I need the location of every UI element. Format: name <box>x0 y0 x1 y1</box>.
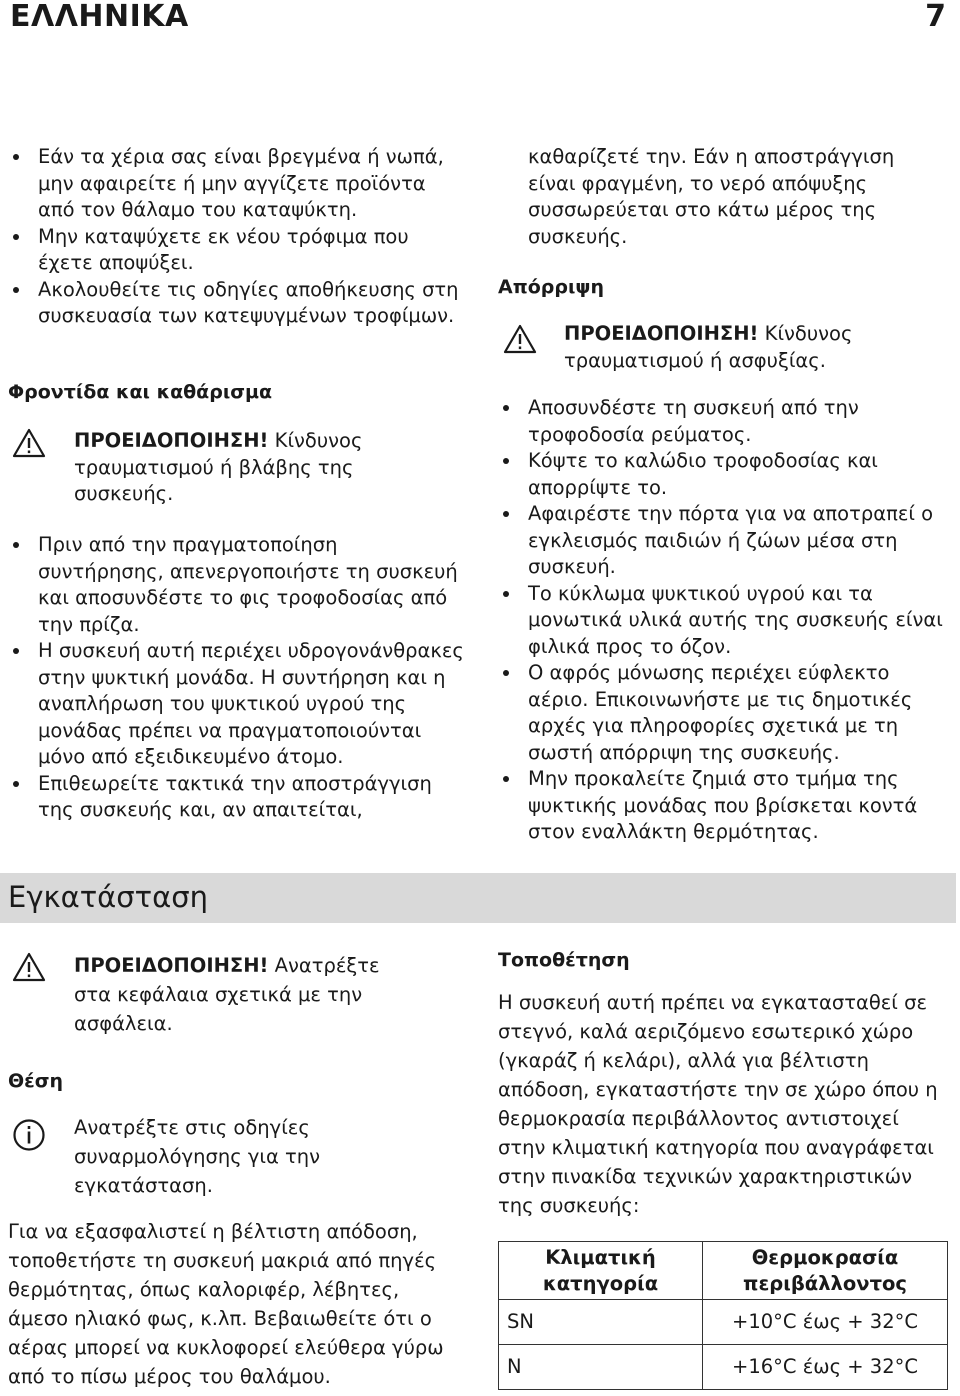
table-row <box>499 1345 948 1390</box>
list-item: Κόψτε το καλώδιο τροφοδοσίας και απορρίψτε το. <box>500 448 950 501</box>
disposal-warning <box>564 321 904 374</box>
list-item: Ο αφρός μόνωσης περιέχει εύφλεκτο αέριο. Επικοινωνήστε με τις δημοτικές αρχές για πληροφορίες σχετικά με τη σωστή απόρριψη της συσκευής. <box>500 660 950 766</box>
header-language: ΕΛΛΗΝΙΚΑ <box>10 0 189 34</box>
header-text: Θερμοκρασία <box>751 1245 899 1269</box>
header-text: περιβάλλοντος <box>743 1271 907 1295</box>
column-header <box>703 1242 948 1300</box>
warning-icon <box>12 428 46 466</box>
table-cell-class: SN <box>499 1300 703 1345</box>
list-item: Αποσυνδέστε τη συσκευή από την τροφοδοσία ρεύματος. <box>500 395 950 448</box>
care-heading: Φροντίδα και καθάρισμα <box>8 381 273 403</box>
list-item: Ακολουθείτε τις οδηγίες αποθήκευσης στη συσκευασία των κατεψυγμένων τροφίμων. <box>10 277 465 330</box>
page-number: 7 <box>925 0 946 34</box>
disposal-heading: Απόρριψη <box>498 276 605 298</box>
list-item: Η συσκευή αυτή περιέχει υδρογονάνθρακες στην ψυκτική μονάδα. Η συντήρηση και η αναπλήρωση του ψυκτικού υγρού της μονάδας πρέπει να πραγματοποιούνται μόνο από εξειδικευμένο άτομο. <box>10 638 465 771</box>
bullet-list-top <box>10 144 465 330</box>
climate-table-container <box>498 1241 948 1390</box>
installation-title: Εγκατάσταση <box>8 880 208 914</box>
list-item: Πριν από την πραγματοποίηση συντήρησης, απενεργοποιήστε τη συσκευή και αποσυνδέστε το φις τροφοδοσίας από την πρίζα. <box>10 532 465 638</box>
position-heading: Θέση <box>8 1070 64 1092</box>
care-warning <box>74 428 404 508</box>
list-item: Επιθεωρείτε τακτικά την αποστράγγιση της συσκευής και, αν απαιτείται, <box>10 771 465 824</box>
bullet-list-care <box>10 532 465 824</box>
header-text: Κλιματική <box>545 1245 656 1269</box>
position-text: Για να εξασφαλιστεί η βέλτιστη απόδοση, τοποθετήστε τη συσκευή μακριά από πηγές θερμότητας, όπως καλοριφέρ, λέβητες, άμεσο ηλιακό φως, κ.λπ. Βεβαιωθείτε ότι ο αέρας μπορεί να κυκλοφορεί ελεύθερα γύρω από το πίσω μέρος του θαλάμου. <box>8 1220 444 1388</box>
warning-text-1: Ανατρέξτε <box>274 954 380 977</box>
warning-title: ΠΡΟΕΙΔΟΠΟΙΗΣΗ! <box>564 322 759 345</box>
info-icon <box>12 1118 46 1160</box>
table-cell-temp: +10°C έως + 32°C <box>703 1300 948 1345</box>
warning-text: Κίνδυνος τραυματισμού ή ασφυξίας. <box>564 322 853 372</box>
column-header <box>499 1242 703 1300</box>
warning-text: Κίνδυνος τραυματισμού ή βλάβης της συσκευής. <box>74 429 363 505</box>
info-line-2: συναρμολόγησης για την <box>74 1145 321 1168</box>
header-text: κατηγορία <box>542 1271 659 1295</box>
placement-text: Η συσκευή αυτή πρέπει να εγκατασταθεί σε στεγνό, καλά αεριζόμενο εσωτερικό χώρο (γκαράζ ή κελάρι), αλλά για βέλτιστη απόδοση, εγκαταστήστε την σε χώρο όπου η θερμοκρασία περιβάλλοντος αντιστοιχεί στην κλιματική κατηγορία που αναγράφεται στην πινακίδα τεχνικών χαρακτηριστικών της συσκευής: <box>498 991 938 1217</box>
warning-text-3: ασφάλεια. <box>74 1012 173 1035</box>
left-column <box>10 144 465 330</box>
disposal-list-container <box>500 395 950 846</box>
placement-heading: Τοποθέτηση <box>498 949 630 971</box>
bullet-list-disposal <box>500 395 950 846</box>
list-item: Αφαιρέστε την πόρτα για να αποτραπεί ο εγκλεισμός παιδιών ή ζώων μέσα στη συσκευή. <box>500 501 950 581</box>
list-item: Εάν τα χέρια σας είναι βρεγμένα ή νωπά, μην αφαιρείτε ή μην αγγίζετε προϊόντα από τον θάλαμο του καταψύκτη. <box>10 144 465 224</box>
list-item: Μην καταψύχετε εκ νέου τρόφιμα που έχετε αποψύξει. <box>10 224 465 277</box>
warning-title: ΠΡΟΕΙΔΟΠΟΙΗΣΗ! <box>74 954 269 977</box>
info-note <box>74 1113 404 1200</box>
care-list-container <box>10 532 465 824</box>
info-line-3: εγκατάσταση. <box>74 1174 213 1197</box>
install-warning <box>74 951 404 1038</box>
warning-icon <box>503 324 537 362</box>
climate-table <box>498 1241 948 1390</box>
list-item: Το κύκλωμα ψυκτικού υγρού και τα μονωτικά υλικά αυτής της συσκευής είναι φιλικά προς το όζον. <box>500 581 950 661</box>
continued-text: καθαρίζετέ την. Εάν η αποστράγγιση είναι φραγμένη, το νερό απόψυξης συσσωρεύεται στο κάτω μέρος της συσκευής. <box>528 145 895 248</box>
table-row <box>499 1300 948 1345</box>
table-cell-class: N <box>499 1345 703 1390</box>
table-cell-temp: +16°C έως + 32°C <box>703 1345 948 1390</box>
warning-icon <box>12 952 46 990</box>
list-item: Μην προκαλείτε ζημιά στο τμήμα της ψυκτικής μονάδας που βρίσκεται κοντά στον εναλλάκτη θερμότητας. <box>500 766 950 846</box>
warning-text-2: στα κεφάλαια σχετικά με την <box>74 983 363 1006</box>
warning-title: ΠΡΟΕΙΔΟΠΟΙΗΣΗ! <box>74 429 269 452</box>
table-header-row <box>499 1242 948 1300</box>
info-line-1: Ανατρέξτε στις οδηγίες <box>74 1116 310 1139</box>
